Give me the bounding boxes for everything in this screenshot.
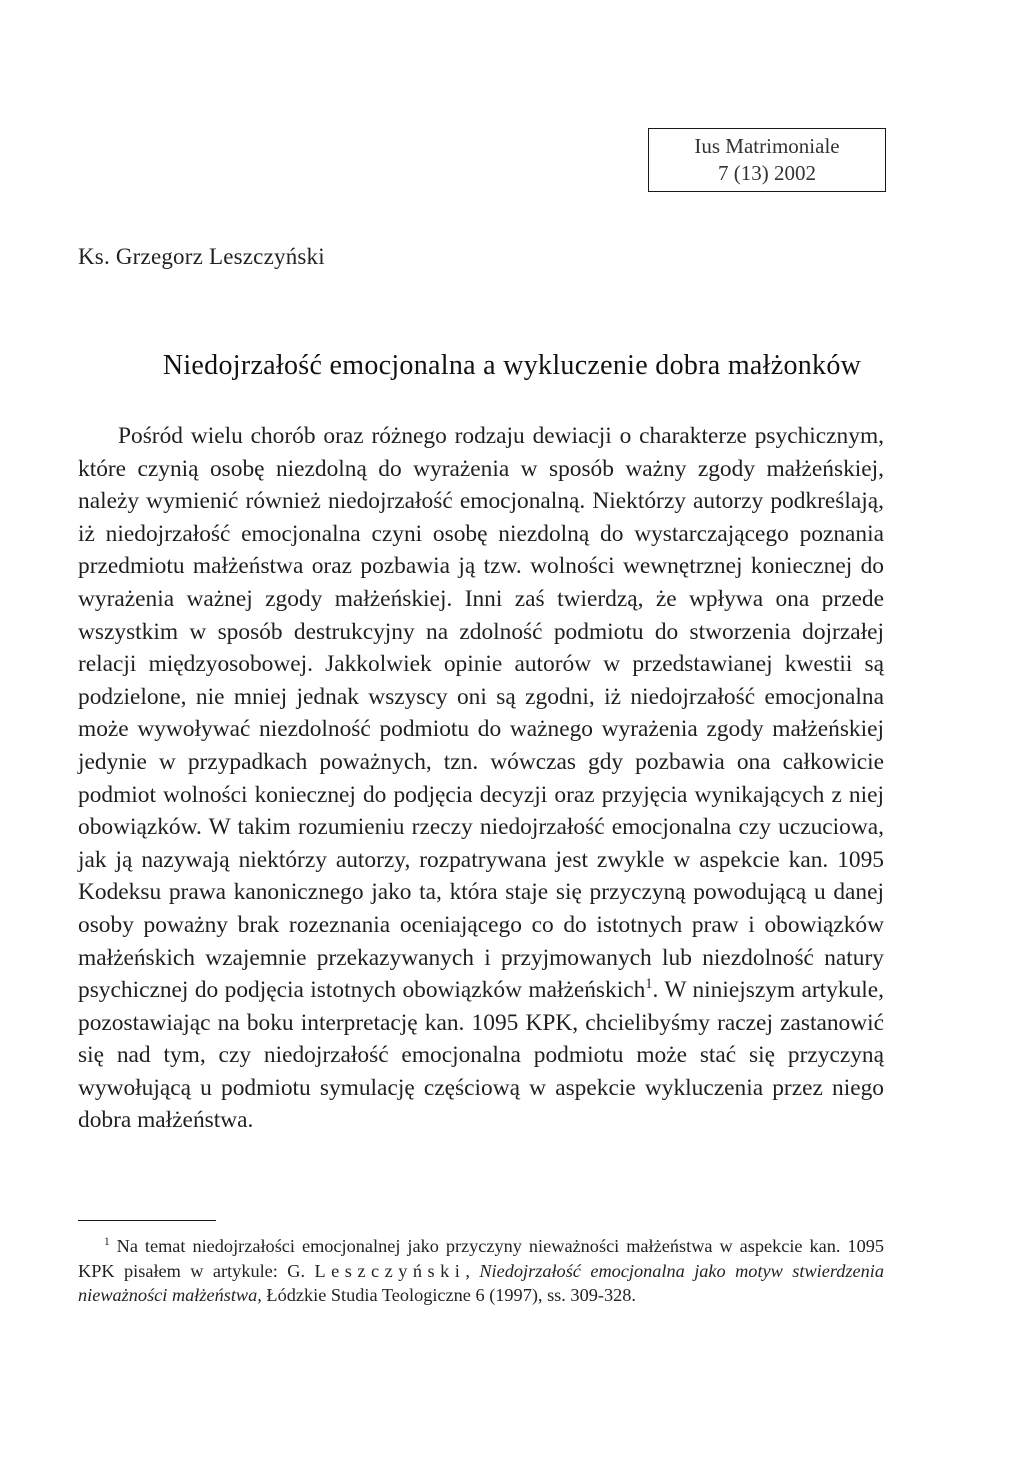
article-title: Niedojrzałość emocjonalna a wykluczenie dobra małżonków [162,350,862,381]
footnote-work-title: Niedojrzałość emocjonalna jako motyw stwierdzenia nieważności małżeństwa, [78,1260,884,1305]
journal-name: Ius Matrimoniale [694,134,840,158]
body-text-part-1: Pośród wielu chorób oraz różnego rodzaju dewiacji o charakterze psychicznym, które czynią osobę niezdolną do wyrażenia w sposób ważny zgody małżeńskiej, należy wymienić również niedojrzałość emocjonalną. Niektórzy autorzy podkreślają, iż niedojrzałość emocjonalna czyni osobę niezdolną do wystarczającego poznania przedmiotu małżeństwa oraz pozbawia ją tzw. wolności wewnętrznej koniecznej do wyrażenia ważnej zgody małżeńskiej. Inni zaś twierdzą, że wpływa ona przede wszystkim w sposób destrukcyjny na zdolność podmiotu do stworzenia dojrzałej relacji międzyosobowej. Jakkolwiek opinie autorów w przedstawianej kwestii są podzielone, nie mniej jednak wszyscy oni są zgodni, iż niedojrzałość emocjonalna może wywoływać niezdolność podmiotu do ważnego wyrażenia zgody małżeńskiej jedynie w przypadkach poważnych, tzn. wówczas gdy pozbawia ona całkowicie podmiot wolności koniecznej do podjęcia decyzji oraz przyjęcia wynikających z niej obowiązków. W takim rozumieniu rzeczy niedojrzałość emocjonalna czy uczuciowa, jak ją nazywają niektórzy autorzy, rozpatrywana jest zwykle w aspekcie kan. 1095 Kodeksu prawa kanonicznego jako ta, która staje się przyczyną powodującą u danej osoby poważny brak rozeznania oceniającego co do istotnych praw i obowiązków małżeńskich wzajemnie przekazywanych i przyjmowanych lub niezdolność natury psychicznej do podjęcia istotnych obowiązków małżeńskich [78,423,884,1004]
footnote-reference: 1 [645,976,653,993]
footnote-text-start: Na temat niedojrzałości emocjonalnej jako przyczyny nieważności małżeństwa w aspekcie kan. 1095 KPK pisałem w artykule: G. [78,1236,884,1281]
journal-info-box [648,128,886,192]
journal-issue: 7 (13) 2002 [718,161,816,185]
body-text-part-2: . W niniejszym artykule, pozostawiając na boku interpretację kan. 1095 KPK, chcielibyśmy raczej zastanowić się nad tym, czy niedojrzałość emocjonalna podmiotu może stać się przyczyną wywołującą u podmiotu symulację częściową w aspekcie wykluczenia przez niego dobra małżeństwa. [78,977,884,1134]
footnote-text-end: Łódzkie Studia Teologiczne 6 (1997), ss. 309-328. [261,1285,636,1305]
footnote-cited-author: Leszczyński [314,1260,466,1281]
body-paragraph [78,420,884,1137]
footnote [78,1234,884,1308]
footnote-comma: , [465,1260,480,1281]
footnote-number: 1 [104,1235,110,1248]
article-author: Ks. Grzegorz Leszczyński [78,244,325,269]
footnote-separator [78,1220,216,1221]
